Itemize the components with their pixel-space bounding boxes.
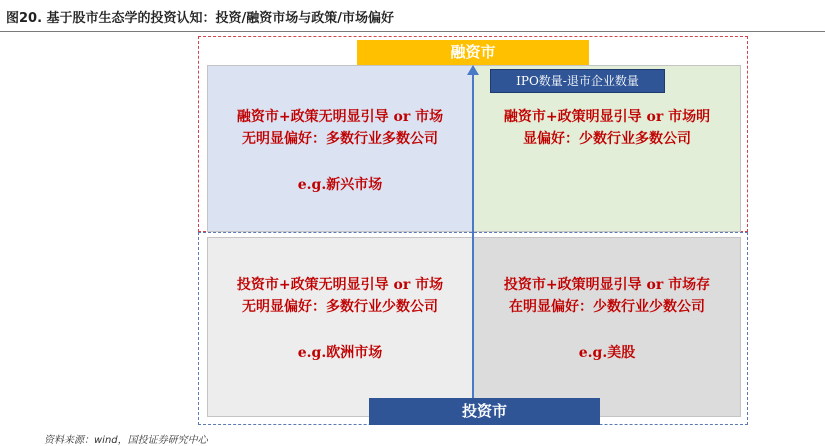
source-note: 资料来源：wind，国投证券研究中心 [44, 435, 208, 446]
quadrant-text-line2: 显偏好：少数行业多数公司 [523, 131, 691, 147]
quadrant-bottom-left [207, 237, 473, 417]
vertical-axis-line [472, 74, 474, 398]
figure-title: 图20. 基于股市生态学的投资认知：投资/融资市场与政策/市场偏好 [6, 11, 395, 26]
investment-market-label: 投资市 [369, 398, 600, 425]
quadrant-bottom-right [473, 237, 741, 417]
quadrant-text-line1: 投资市+政策明显引导 or 市场存 [503, 277, 711, 293]
quadrant-example: e.g.美股 [578, 345, 636, 361]
quadrant-text-line1: 投资市+政策无明显引导 or 市场 [236, 277, 444, 293]
financing-market-label: 融资市 [357, 40, 589, 65]
title-divider [0, 31, 825, 32]
quadrant-top-left [207, 65, 473, 232]
quadrant-text-line1: 融资市+政策明显引导 or 市场明 [503, 109, 711, 125]
quadrant-text-line2: 无明显偏好：多数行业多数公司 [242, 131, 438, 147]
quadrant-example: e.g.新兴市场 [297, 177, 383, 193]
arrow-up-icon [467, 65, 479, 75]
quadrant-text-line2: 无明显偏好：多数行业少数公司 [242, 299, 438, 315]
ipo-axis-label: IPO数量-退市企业数量 [490, 69, 665, 93]
quadrant-example: e.g.欧洲市场 [297, 345, 383, 361]
quadrant-text-line1: 融资市+政策无明显引导 or 市场 [236, 109, 444, 125]
quadrant-text-line2: 在明显偏好：少数行业少数公司 [509, 299, 705, 315]
